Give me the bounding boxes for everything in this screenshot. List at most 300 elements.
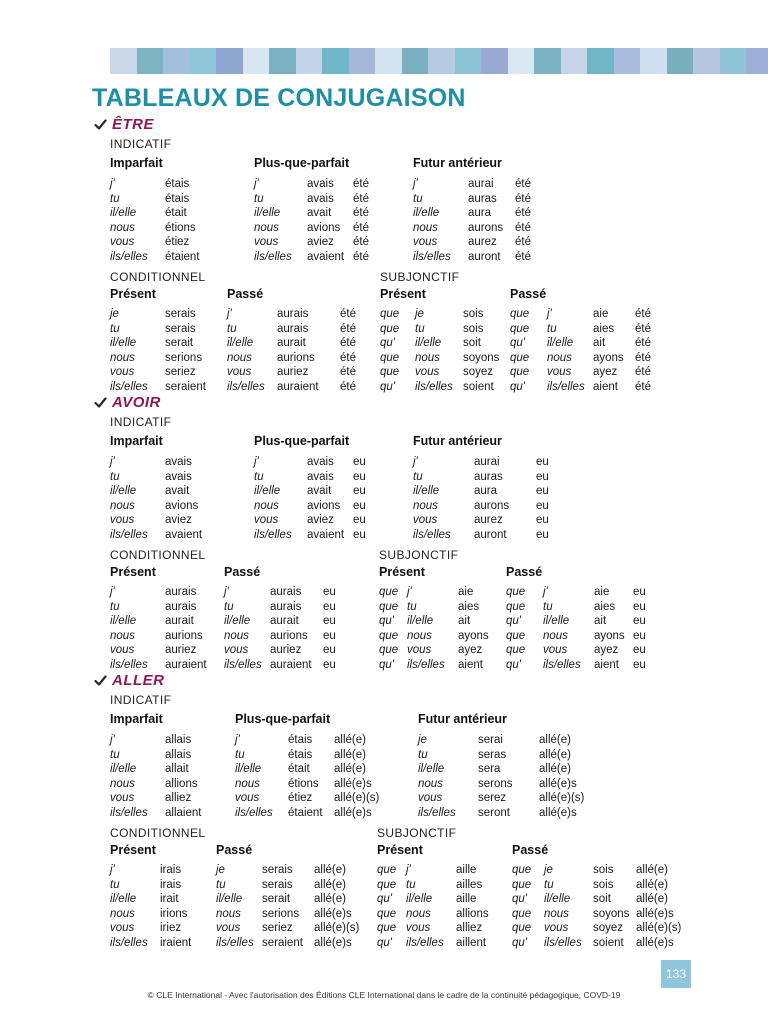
pronoun: nous — [413, 221, 438, 234]
past-participle: eu — [323, 600, 336, 613]
auxiliary-form: aurais — [277, 322, 309, 335]
past-participle: eu — [323, 659, 336, 671]
pronoun: il/elle — [254, 207, 281, 220]
conjunction: que — [512, 907, 532, 920]
pronoun: vous — [110, 366, 135, 379]
pronoun: nous — [406, 907, 431, 920]
verb-form: aillent — [456, 937, 487, 949]
pronoun: il/elle — [224, 615, 251, 628]
pronoun: il/elle — [254, 485, 281, 498]
auxiliary-form: serais — [262, 864, 293, 876]
pronoun: ils/elles — [235, 807, 273, 819]
conjunction: que — [512, 878, 532, 891]
pronoun: j' — [254, 456, 259, 468]
pronoun: j' — [110, 456, 115, 468]
verb-form: allait — [165, 763, 189, 776]
verb-form: ayons — [458, 629, 489, 642]
verb-form: avait — [165, 485, 190, 498]
auxiliary-form: soit — [593, 893, 611, 906]
auxiliary-form: aura — [468, 207, 492, 220]
pronoun: ils/elles — [544, 937, 582, 949]
auxiliary-form: auront — [474, 529, 507, 541]
auxiliary-form: serait — [262, 893, 291, 906]
pronoun: nous — [418, 777, 443, 790]
past-participle: eu — [633, 586, 646, 598]
past-participle: eu — [633, 615, 646, 628]
verb-form: allais — [165, 748, 192, 761]
auxiliary-form: serais — [262, 878, 293, 891]
auxiliary-form: ait — [594, 615, 607, 628]
tense-title-plus-que-parfait: Plus-que-parfait — [235, 712, 331, 726]
past-participle: été — [353, 236, 369, 249]
band-swatch — [428, 48, 455, 74]
tense-title-present: Présent — [110, 565, 156, 579]
conjunction: que — [377, 864, 397, 876]
past-participle: été — [635, 308, 651, 320]
past-participle: été — [340, 308, 356, 320]
conjunction: qu' — [379, 615, 394, 628]
verb-form: étais — [165, 178, 190, 190]
auxiliary-form: soyons — [593, 907, 630, 920]
verb-form: irions — [160, 907, 188, 920]
band-swatch — [455, 48, 482, 74]
tense-title-present: Présent — [379, 565, 425, 579]
pronoun: vous — [418, 792, 443, 805]
pronoun: j' — [406, 864, 411, 876]
past-participle: été — [353, 221, 369, 234]
pronoun: vous — [547, 366, 572, 379]
pronoun: vous — [110, 514, 135, 527]
verb-form: alliez — [456, 922, 483, 935]
past-participle: eu — [536, 485, 549, 498]
band-swatch — [216, 48, 243, 74]
auxiliary-form: aurai — [468, 178, 494, 190]
past-participle: allé(e)(s) — [539, 792, 585, 805]
verb-form: allais — [165, 734, 192, 746]
band-swatch — [481, 48, 508, 74]
conjunction: qu' — [377, 937, 392, 949]
auxiliary-form: auriez — [277, 366, 309, 379]
band-swatch — [561, 48, 588, 74]
pronoun: ils/elles — [254, 251, 292, 263]
verb-form: auraient — [165, 659, 207, 671]
conjunction: que — [512, 864, 532, 876]
past-participle: allé(e) — [636, 864, 668, 876]
verb-form: irais — [160, 878, 182, 891]
past-participle: allé(e) — [334, 734, 366, 746]
page-number: 133 — [661, 960, 691, 988]
verb-form: seriez — [165, 366, 196, 379]
auxiliary-form: avions — [307, 221, 341, 234]
pronoun: vous — [235, 792, 260, 805]
auxiliary-form: aies — [594, 600, 616, 613]
past-participle: été — [353, 207, 369, 220]
pronoun: j' — [254, 178, 259, 190]
past-participle: allé(e) — [539, 748, 571, 761]
verb-form: étiez — [165, 236, 190, 249]
auxiliary-form: aurez — [474, 514, 503, 527]
auxiliary-form: étiez — [288, 792, 313, 805]
auxiliary-form: étaient — [288, 807, 323, 819]
copyright-footer: © CLE International - Avec l'autorisation des Éditions CLE International dans le cadre de la continuité pédagogique, COVD-19 — [147, 990, 621, 1000]
pronoun: ils/elles — [216, 937, 254, 949]
past-participle: allé(e)s — [636, 907, 674, 920]
pronoun: vous — [227, 366, 252, 379]
verb-form: aille — [456, 893, 477, 906]
conjunction: que — [379, 600, 399, 613]
past-participle: été — [515, 178, 531, 190]
past-participle: eu — [536, 514, 549, 527]
tense-title-imparfait: Imparfait — [110, 156, 163, 170]
verb-form: avais — [165, 456, 192, 468]
auxiliary-form: étais — [288, 734, 313, 746]
pronoun: ils/elles — [413, 251, 451, 263]
conjunction: qu' — [512, 893, 527, 906]
pronoun: je — [415, 308, 424, 320]
verb-form: serait — [165, 337, 194, 350]
auxiliary-form: aie — [593, 308, 609, 320]
pronoun: tu — [216, 878, 226, 891]
pronoun: il/elle — [110, 763, 137, 776]
conjunction: que — [377, 922, 397, 935]
mood-label-subjonctif: SUBJONCTIF — [379, 548, 459, 562]
past-participle: allé(e)s — [314, 907, 352, 920]
past-participle: été — [515, 207, 531, 220]
auxiliary-form: aient — [594, 659, 619, 671]
auxiliary-form: étions — [288, 777, 319, 790]
pronoun: tu — [544, 878, 554, 891]
verb-form: serais — [165, 308, 196, 320]
pronoun: tu — [224, 600, 234, 613]
auxiliary-form: seront — [478, 807, 510, 819]
band-swatch — [587, 48, 614, 74]
verb-form: auriez — [165, 644, 197, 657]
past-participle: été — [353, 192, 369, 205]
verb-form: soyez — [463, 366, 494, 379]
pronoun: nous — [110, 221, 135, 234]
tense-title-plus-que-parfait: Plus-que-parfait — [254, 156, 350, 170]
auxiliary-form: étais — [288, 748, 313, 761]
pronoun: nous — [110, 499, 135, 512]
past-participle: allé(e) — [539, 763, 571, 776]
verb-form: allions — [456, 907, 489, 920]
auxiliary-form: aient — [593, 381, 618, 393]
past-participle: eu — [323, 629, 336, 642]
tense-title-present: Présent — [377, 843, 423, 857]
pronoun: ils/elles — [110, 381, 148, 393]
pronoun: j' — [110, 586, 115, 598]
auxiliary-form: aura — [474, 485, 498, 498]
auxiliary-form: seriez — [262, 922, 293, 935]
auxiliary-form: aurions — [277, 351, 315, 364]
auxiliary-form: aviez — [307, 236, 334, 249]
pronoun: nous — [415, 351, 440, 364]
tense-title-present: Présent — [110, 843, 156, 857]
verb-form: sois — [463, 322, 484, 335]
pronoun: vous — [254, 236, 279, 249]
past-participle: été — [635, 366, 651, 379]
pronoun: nous — [254, 221, 279, 234]
band-swatch — [375, 48, 402, 74]
auxiliary-form: aviez — [307, 514, 334, 527]
pronoun: vous — [406, 922, 431, 935]
conjunction: qu' — [510, 337, 525, 350]
pronoun: j' — [547, 308, 552, 320]
verb-form: iraient — [160, 937, 192, 949]
past-participle: été — [515, 192, 531, 205]
pronoun: vous — [110, 236, 135, 249]
verb-form: étaient — [165, 251, 200, 263]
band-swatch — [534, 48, 561, 74]
mood-label-conditionnel: CONDITIONNEL — [110, 826, 206, 840]
pronoun: ils/elles — [110, 659, 148, 671]
pronoun: vous — [407, 644, 432, 657]
past-participle: eu — [353, 456, 366, 468]
auxiliary-form: aurez — [468, 236, 497, 249]
pronoun: il/elle — [110, 485, 137, 498]
verb-form: seraient — [165, 381, 206, 393]
tense-title-futur-anterieur: Futur antérieur — [413, 434, 502, 448]
pronoun: ils/elles — [407, 659, 445, 671]
auxiliary-form: ait — [593, 337, 606, 350]
verb-form: serais — [165, 322, 196, 335]
auxiliary-form: était — [288, 763, 310, 776]
conjunction: que — [377, 878, 397, 891]
past-participle: été — [340, 366, 356, 379]
auxiliary-form: avais — [307, 178, 334, 190]
verb-heading — [94, 392, 161, 412]
pronoun: ils/elles — [547, 381, 585, 393]
pronoun: j' — [413, 456, 418, 468]
pronoun: ils/elles — [110, 529, 148, 541]
auxiliary-form: auront — [468, 251, 501, 263]
band-swatch — [110, 48, 137, 74]
conjunction: qu' — [506, 659, 521, 671]
verb-form: ait — [458, 615, 471, 628]
auxiliary-form: avaient — [307, 251, 345, 263]
past-participle: eu — [353, 514, 366, 527]
band-swatch — [746, 48, 768, 74]
tense-title-passe: Passé — [216, 843, 253, 857]
pronoun: tu — [235, 748, 245, 761]
pronoun: ils/elles — [543, 659, 581, 671]
pronoun: ils/elles — [406, 937, 444, 949]
band-swatch — [163, 48, 190, 74]
past-participle: eu — [633, 600, 646, 613]
auxiliary-form: auras — [468, 192, 497, 205]
pronoun: tu — [227, 322, 237, 335]
past-participle: eu — [536, 470, 549, 483]
tense-title-futur-anterieur: Futur antérieur — [413, 156, 502, 170]
pronoun: il/elle — [413, 485, 440, 498]
pronoun: ils/elles — [415, 381, 453, 393]
past-participle: allé(e) — [334, 763, 366, 776]
past-participle: allé(e) — [314, 893, 346, 906]
past-participle: allé(e)(s) — [334, 792, 380, 805]
auxiliary-form: aurai — [474, 456, 500, 468]
conjunction: que — [506, 629, 526, 642]
pronoun: il/elle — [110, 615, 137, 628]
conjunction: que — [380, 366, 400, 379]
conjunction: que — [506, 586, 526, 598]
auxiliary-form: auraient — [270, 659, 312, 671]
pronoun: tu — [254, 192, 264, 205]
tense-title-passe: Passé — [224, 565, 261, 579]
past-participle: été — [340, 381, 356, 393]
past-participle: eu — [353, 529, 366, 541]
conjunction: que — [506, 600, 526, 613]
conjunction: que — [510, 308, 530, 320]
verb-form: ailles — [456, 878, 483, 891]
auxiliary-form: aurait — [277, 337, 306, 350]
pronoun: j' — [235, 734, 240, 746]
past-participle: eu — [536, 529, 549, 541]
auxiliary-form: avaient — [307, 529, 345, 541]
past-participle: été — [353, 178, 369, 190]
pronoun: il/elle — [413, 207, 440, 220]
tense-title-imparfait: Imparfait — [110, 712, 163, 726]
verb-form: étais — [165, 192, 190, 205]
pronoun: tu — [110, 192, 120, 205]
auxiliary-form: aie — [594, 586, 610, 598]
verb-form: alliez — [165, 792, 192, 805]
past-participle: allé(e)s — [314, 937, 352, 949]
past-participle: allé(e) — [334, 748, 366, 761]
pronoun: vous — [216, 922, 241, 935]
pronoun: je — [418, 734, 427, 746]
past-participle: allé(e) — [636, 893, 668, 906]
pronoun: nous — [227, 351, 252, 364]
conjunction: qu' — [380, 381, 395, 393]
past-participle: été — [635, 381, 651, 393]
conjunction: qu' — [512, 937, 527, 949]
auxiliary-form: aurais — [270, 600, 302, 613]
verb-form: ayez — [458, 644, 483, 657]
past-participle: été — [515, 236, 531, 249]
auxiliary-form: soient — [593, 937, 624, 949]
auxiliary-form: seras — [478, 748, 507, 761]
auxiliary-form: soyez — [593, 922, 624, 935]
band-swatch — [243, 48, 270, 74]
pronoun: il/elle — [216, 893, 243, 906]
pronoun: tu — [110, 878, 120, 891]
auxiliary-form: serai — [478, 734, 503, 746]
pronoun: ils/elles — [413, 529, 451, 541]
band-swatch — [402, 48, 429, 74]
past-participle: eu — [536, 456, 549, 468]
past-participle: allé(e)s — [539, 807, 577, 819]
pronoun: vous — [224, 644, 249, 657]
past-participle: eu — [353, 499, 366, 512]
past-participle: allé(e) — [636, 878, 668, 891]
mood-label-conditionnel: CONDITIONNEL — [110, 548, 206, 562]
past-participle: été — [515, 251, 531, 263]
pronoun: j' — [227, 308, 232, 320]
tense-title-futur-anterieur: Futur antérieur — [418, 712, 507, 726]
checkmark-icon — [94, 674, 107, 687]
conjunction: que — [380, 322, 400, 335]
conjunction: qu' — [380, 337, 395, 350]
pronoun: il/elle — [406, 893, 433, 906]
verb-form: allions — [165, 777, 198, 790]
checkmark-icon — [94, 396, 107, 409]
verb-form: aille — [456, 864, 477, 876]
past-participle: été — [340, 351, 356, 364]
verb-form: étions — [165, 221, 196, 234]
tense-title-passe: Passé — [506, 565, 543, 579]
pronoun: ils/elles — [110, 807, 148, 819]
pronoun: nous — [110, 777, 135, 790]
pronoun: tu — [413, 470, 423, 483]
pronoun: vous — [413, 514, 438, 527]
conjunction: que — [512, 922, 532, 935]
verb-name: ÊTRE — [112, 115, 155, 133]
pronoun: j' — [543, 586, 548, 598]
pronoun: il/elle — [543, 615, 570, 628]
past-participle: allé(e)s — [636, 937, 674, 949]
pronoun: nous — [110, 351, 135, 364]
past-participle: eu — [323, 615, 336, 628]
verb-form: aient — [458, 659, 483, 671]
auxiliary-form: auriez — [270, 644, 302, 657]
mood-label-conditionnel: CONDITIONNEL — [110, 270, 206, 284]
pronoun: vous — [110, 922, 135, 935]
auxiliary-form: serez — [478, 792, 507, 805]
past-participle: eu — [633, 659, 646, 671]
auxiliary-form: serions — [262, 907, 300, 920]
pronoun: je — [110, 308, 119, 320]
verb-form: serions — [165, 351, 203, 364]
auxiliary-form: aurons — [474, 499, 510, 512]
pronoun: il/elle — [544, 893, 571, 906]
page-title: TABLEAUX DE CONJUGAISON — [92, 84, 466, 112]
auxiliary-form: aurons — [468, 221, 504, 234]
pronoun: vous — [110, 792, 135, 805]
pronoun: ils/elles — [110, 937, 148, 949]
pronoun: nous — [407, 629, 432, 642]
pronoun: ils/elles — [254, 529, 292, 541]
pronoun: vous — [110, 644, 135, 657]
past-participle: eu — [353, 485, 366, 498]
conjunction: que — [379, 586, 399, 598]
tense-title-present: Présent — [380, 287, 426, 301]
verb-form: irais — [160, 864, 182, 876]
past-participle: allé(e)(s) — [314, 922, 360, 935]
verb-form: soient — [463, 381, 494, 393]
tense-title-passe: Passé — [512, 843, 549, 857]
verb-form: aie — [458, 586, 474, 598]
pronoun: nous — [547, 351, 572, 364]
pronoun: vous — [543, 644, 568, 657]
conjunction: que — [510, 351, 530, 364]
auxiliary-form: aurais — [277, 308, 309, 320]
mood-label-indicatif: INDICATIF — [110, 137, 172, 151]
pronoun: vous — [544, 922, 569, 935]
pronoun: nous — [110, 907, 135, 920]
auxiliary-form: aurait — [270, 615, 299, 628]
pronoun: j' — [407, 586, 412, 598]
pronoun: j' — [413, 178, 418, 190]
tense-title-passe: Passé — [510, 287, 547, 301]
pronoun: nous — [110, 629, 135, 642]
past-participle: eu — [633, 629, 646, 642]
conjunction: qu' — [379, 659, 394, 671]
auxiliary-form: ayons — [594, 629, 625, 642]
pronoun: ils/elles — [224, 659, 262, 671]
pronoun: nous — [543, 629, 568, 642]
pronoun: il/elle — [418, 763, 445, 776]
verb-form: avaient — [165, 529, 203, 541]
